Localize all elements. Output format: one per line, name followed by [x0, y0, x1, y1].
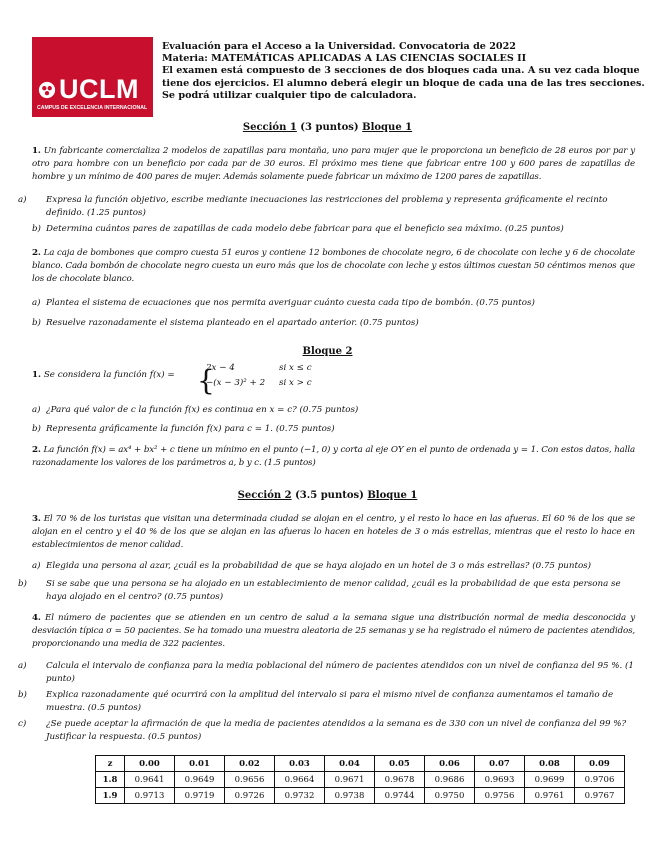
table-row: [96, 772, 625, 788]
question-1-2: 2. La caja de bombones que compro cuesta 51 euros y contiene 12 bombones de chocolate negro, 6 de chocolate con leche y 6 de chocolate blanco. Cada bombón de chocolate negro cuesta un euro más que los de chocolate con leche y estos últimos cuestan 50 céntimos menos que los de chocolate blanco.: [32, 248, 635, 284]
header-line: tiene dos ejercicios. El alumno deberá elegir un bloque de cada una de las tres secciones.: [162, 77, 645, 89]
question-4-b: b) Explica razonadamente qué ocurrirá con la amplitud del intervalo si para el mismo nivel de confianza aumentamos el tamaño de muestra. (0.5 puntos): [18, 690, 614, 713]
question-2-1-a: a) ¿Para qué valor de c la función f(x) es continua en x = c? (0.75 puntos): [32, 405, 359, 415]
table-cell: 0.9699: [525, 772, 575, 788]
normal-distribution-table: [95, 755, 625, 804]
header-line: Materia: MATEMÁTICAS APLICADAS A LAS CIENCIAS SOCIALES II: [162, 53, 527, 65]
table-header-cell: 0.08: [525, 756, 575, 772]
block-2-title: Bloque 2: [302, 346, 353, 357]
logo-wordmark: UCLM: [59, 74, 139, 104]
table-cell: 0.9719: [175, 788, 225, 804]
table-cell: 0.9656: [225, 772, 275, 788]
table-header-cell: 0.06: [425, 756, 475, 772]
section-2-title: Sección 2 (3.5 puntos) Bloque 1: [237, 490, 418, 501]
question-4-a: a) Calcula el intervalo de confianza para la media poblacional del número de pacientes atendidos con un nivel de confianza del 95 %. (1 punto): [18, 661, 634, 684]
table-header-cell: 0.05: [375, 756, 425, 772]
table-cell: 0.9641: [125, 772, 175, 788]
table-header-cell: 0.01: [175, 756, 225, 772]
question-3: 3. El 70 % de los turistas que visitan una determinada ciudad se alojan en el centro, y el resto lo hace en las afueras. El 60 % de los que se alojan en el centro y el 40 % de los que se alojan en las afueras lo hacen en hoteles de 3 o más estrellas, mientras que el resto lo hace en establecimientos de menor calidad.: [32, 514, 635, 550]
table-header-cell: 0.02: [225, 756, 275, 772]
exam-header: [162, 41, 645, 102]
table-cell: 0.9726: [225, 788, 275, 804]
table-header-row: [96, 756, 625, 772]
question-1-1-b: b) Determina cuántos pares de zapatillas de cada modelo debe fabricar para que el beneficio sea máximo. (0.25 puntos): [32, 224, 564, 234]
logo-subtitle: CAMPUS DE EXCELENCIA INTERNACIONAL: [37, 105, 148, 111]
question-2-1-b: b) Representa gráficamente la función f(x) para c = 1. (0.75 puntos): [32, 424, 335, 434]
question-3-a: a) Elegida una persona al azar, ¿cuál es la probabilidad de que se haya alojado en un hotel de 3 o más estrellas? (0.75 puntos): [32, 561, 592, 571]
table-cell: 0.9693: [475, 772, 525, 788]
header-line: Evaluación para el Acceso a la Universidad. Convocatoria de 2022: [162, 41, 516, 52]
table-cell: 0.9713: [125, 788, 175, 804]
question-2-2: 2. La función f(x) = ax⁴ + bx² + c tiene un mínimo en el punto (−1, 0) y corta al eje OY en el punto de ordenada y = 1. Con estos datos, halla razonadamente los valores de los parámetros a, b y c. (1.5 puntos): [32, 445, 635, 468]
table-cell: 0.9756: [475, 788, 525, 804]
uclm-logo: [32, 37, 153, 117]
table-header-cell: 0.07: [475, 756, 525, 772]
table-header-cell: 0.00: [125, 756, 175, 772]
table-header-cell: 0.04: [325, 756, 375, 772]
question-1-1-a: a) Expresa la función objetivo, escribe mediante inecuaciones las restricciones del problema y representa gráficamente el recinto definido. (1.25 puntos): [18, 195, 608, 218]
brace-symbol: {: [197, 364, 215, 397]
table-cell: 1.9: [96, 788, 125, 804]
table-header-cell: 0.03: [275, 756, 325, 772]
table-cell: 0.9767: [575, 788, 625, 804]
table-cell: 0.9738: [325, 788, 375, 804]
table-cell: 1.8: [96, 772, 125, 788]
table-header-cell: 0.09: [575, 756, 625, 772]
table-cell: 0.9678: [375, 772, 425, 788]
section-1-title: Sección 1 (3 puntos) Bloque 1: [242, 122, 413, 133]
question-1-2-b: b) Resuelve razonadamente el sistema planteado en el apartado anterior. (0.75 puntos): [32, 318, 419, 328]
question-4: 4. El número de pacientes que se atienden en un centro de salud a la semana sigue una distribución normal de media desconocida y desviación típica σ = 50 pacientes. Se ha tomado una muestra aleatoria de 25 semanas y se ha registrado el número de pacientes atendidos, proporcionando una media de 322 pacientes.: [32, 613, 635, 649]
table-cell: 0.9750: [425, 788, 475, 804]
table-row: [96, 788, 625, 804]
question-1-2-a: a) Plantea el sistema de ecuaciones que nos permita averiguar cuánto cuesta cada tipo de bombón. (0.75 puntos): [32, 298, 535, 308]
header-line: El examen está compuesto de 3 secciones de dos bloques cada una. A su vez cada bloque: [162, 65, 640, 77]
question-4-c: c) ¿Se puede aceptar la afirmación de que la media de pacientes atendidos a la semana es de 330 con un nivel de confianza del 99 %? Justificar la respuesta. (0.5 puntos): [18, 719, 627, 742]
question-3-b: b) Si se sabe que una persona se ha alojado en un establecimiento de menor calidad, ¿cuál es la probabilidad de que esta persona se haya alojado en el centro? (0.75 puntos): [18, 579, 621, 602]
table-cell: 0.9706: [575, 772, 625, 788]
table-cell: 0.9744: [375, 788, 425, 804]
table-cell: 0.9761: [525, 788, 575, 804]
question-2-1: 1. Se considera la función f(x) = { 2x − 4 si x ≤ c −(x − 3)² + 2 si x > c: [32, 363, 312, 397]
table-cell: 0.9664: [275, 772, 325, 788]
table-cell: 0.9732: [275, 788, 325, 804]
table-cell: 0.9686: [425, 772, 475, 788]
table-cell: 0.9649: [175, 772, 225, 788]
uclm-emblem-icon: [38, 81, 56, 99]
table-header-cell: z: [96, 756, 125, 772]
table-cell: 0.9671: [325, 772, 375, 788]
question-1-1: 1. Un fabricante comercializa 2 modelos de zapatillas para montaña, uno para mujer que le proporciona un beneficio de 28 euros por par y otro para hombre con un beneficio por cada par de 30 euros. El próximo mes tiene que fabricar entre 100 y 600 pares de zapatillas de hombre y un mínimo de 400 pares de mujer. Además solamente puede fabricar un máximo de 1200 pares de zapatillas.: [32, 146, 635, 182]
header-line: Se podrá utilizar cualquier tipo de calculadora.: [162, 89, 417, 101]
